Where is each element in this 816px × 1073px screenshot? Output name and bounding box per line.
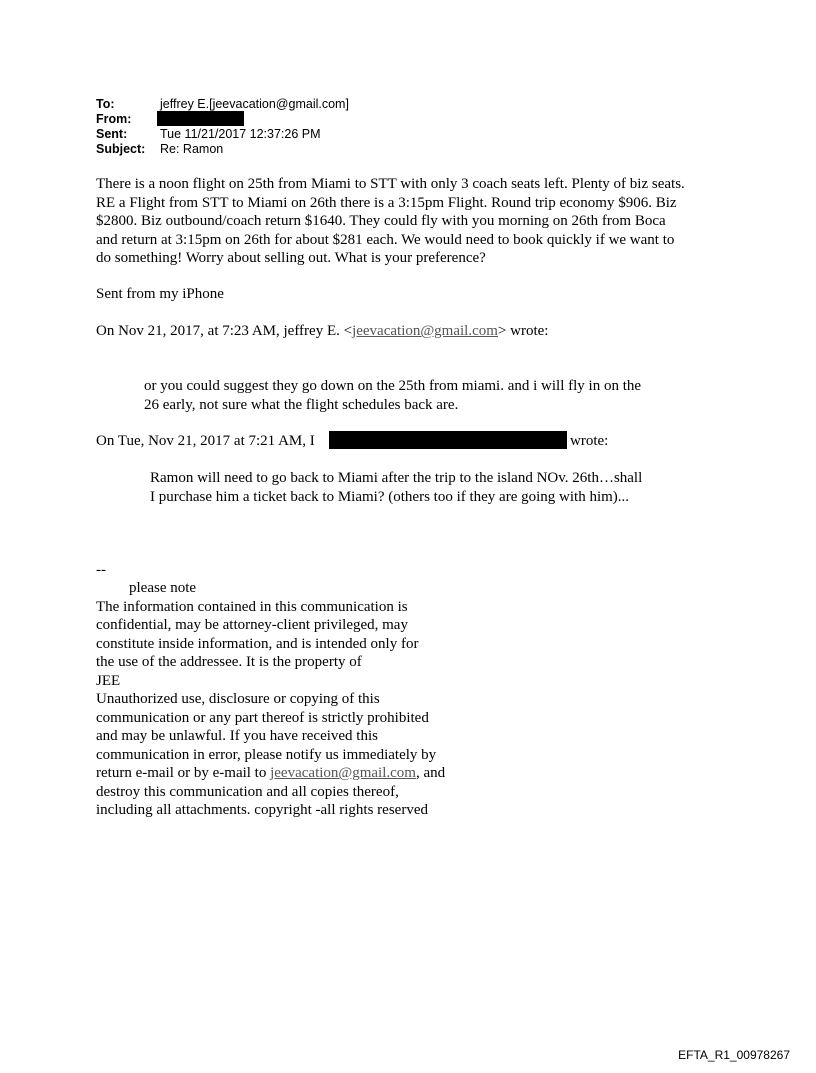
disclaimer-line: Unauthorized use, disclosure or copying of this bbox=[96, 691, 380, 707]
disclaimer-email-link[interactable]: jeevacation@gmail.com bbox=[270, 765, 416, 781]
quote2-redaction bbox=[329, 431, 567, 449]
quote2-line: Ramon will need to go back to Miami after the trip to the island NOv. 26th…shall bbox=[150, 470, 643, 486]
sent-label: Sent: bbox=[96, 127, 128, 141]
disclaimer-line: including all attachments. copyright -all rights reserved bbox=[96, 802, 428, 818]
subject-label: Subject: bbox=[96, 142, 146, 156]
disclaimer-email-line bbox=[96, 764, 445, 783]
disclaimer-line: The information contained in this communication is bbox=[96, 598, 408, 615]
disclaimer-line: the use of the addressee. It is the property of bbox=[96, 654, 362, 670]
quote1-prefix: On Nov 21, 2017, at 7:23 AM, jeffrey E. < bbox=[96, 323, 353, 339]
quote2-prefix: On Tue, Nov 21, 2017 at 7:21 AM, I bbox=[96, 433, 315, 449]
disclaimer-line: constitute inside information, and is intended only for bbox=[96, 635, 419, 652]
disclaimer-email-prefix: return e-mail or by e-mail to bbox=[96, 765, 271, 781]
body-line: do something! Worry about selling out. What is your preference? bbox=[96, 250, 486, 266]
body-line: There is a noon flight on 25th from Miami to STT with only 3 coach seats left. Plenty of biz seats. bbox=[96, 176, 685, 192]
quote1-line: 26 early, not sure what the flight schedules back are. bbox=[144, 396, 459, 413]
disclaimer-line: destroy this communication and all copies thereof, bbox=[96, 783, 399, 800]
from-label: From: bbox=[96, 112, 132, 126]
disclaimer-line: and may be unlawful. If you have received this bbox=[96, 728, 378, 744]
disclaimer-dashes: -- bbox=[96, 562, 106, 578]
subject-value: Re: Ramon bbox=[160, 142, 224, 156]
signature: Sent from my iPhone bbox=[96, 286, 224, 302]
disclaimer-line: communication in error, please notify us immediately by bbox=[96, 746, 437, 763]
disclaimer-email-suffix: , and bbox=[415, 765, 446, 781]
quote1-suffix: > wrote: bbox=[497, 323, 549, 339]
quote2-line: I purchase him a ticket back to Miami? (others too if they are going with him)... bbox=[150, 488, 630, 505]
quote1-email-link[interactable]: jeevacation@gmail.com bbox=[352, 323, 498, 339]
body-line: RE a Flight from STT to Miami on 26th there is a 3:15pm Flight. Round trip economy $906. Biz bbox=[96, 194, 677, 211]
disclaimer-line: JEE bbox=[96, 672, 121, 689]
document-id: EFTA_R1_00978267 bbox=[678, 1048, 790, 1062]
from-redaction bbox=[157, 111, 244, 126]
quote1-line: or you could suggest they go down on the 25th from miami. and i will fly in on the bbox=[144, 378, 642, 394]
disclaimer-line: communication or any part thereof is strictly prohibited bbox=[96, 709, 429, 726]
body-line: and return at 3:15pm on 26th for about $281 each. We would need to book quickly if we want to bbox=[96, 231, 675, 248]
quote2-suffix: wrote: bbox=[570, 433, 609, 449]
body-line: $2800. Biz outbound/coach return $1640. They could fly with you morning on 26th from Boca bbox=[96, 213, 666, 229]
sent-value: Tue 11/21/2017 12:37:26 PM bbox=[160, 127, 321, 141]
disclaimer-line: confidential, may be attorney-client privileged, may bbox=[96, 617, 408, 633]
quote1-header bbox=[96, 322, 548, 341]
to-label: To: bbox=[96, 97, 115, 111]
to-value: jeffrey E.[jeevacation@gmail.com] bbox=[160, 97, 349, 111]
disclaimer-note: please note bbox=[129, 580, 197, 596]
